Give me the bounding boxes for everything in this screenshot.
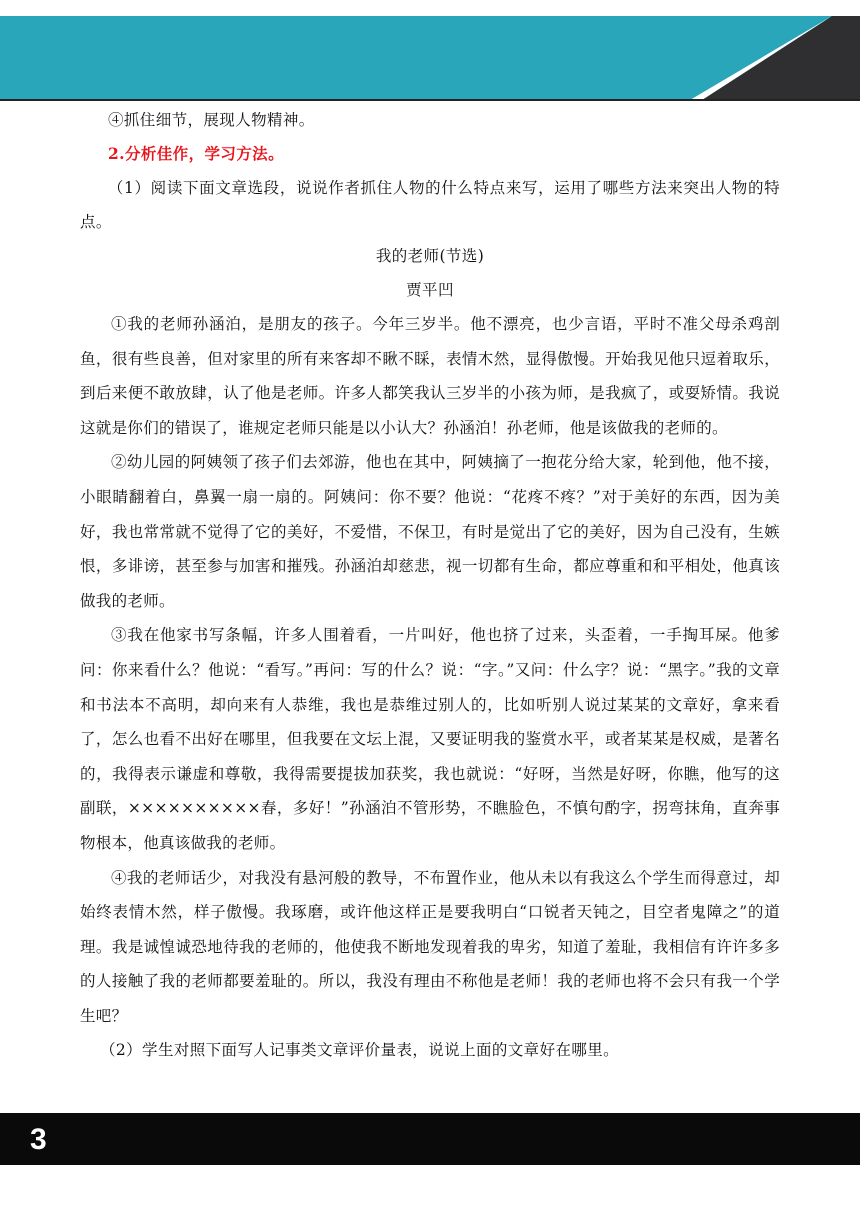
footer-band [0, 1113, 860, 1165]
tip-line-4: ④抓住细节，展现人物精神。 [108, 111, 315, 129]
section-heading: 2.分析佳作，学习方法。 [108, 144, 284, 163]
page-content [80, 101, 780, 1067]
article-paragraph-2: ②幼儿园的阿姨领了孩子们去郊游，他也在其中，阿姨摘了一抱花分给大家，轮到他，他不接，小眼睛翻着白，鼻翼一扇一扇的。阿姨问：你不要？他说：“花疼不疼？”对于美好的东西，因为美好，我也常常就不觉得了它的美好，不爱惜，不保卫，有时是觉出了它的美好，因为自己没有，生嫉恨，多诽谤，甚至参与加害和摧残。孙涵泊却慈悲，视一切都有生命，都应尊重和和平相处，他真该做我的老师。 [80, 453, 780, 610]
article-paragraph-3: ③我在他家书写条幅，许多人围着看，一片叫好，他也挤了过来，头歪着，一手掏耳屎。他爹问：你来看什么？他说：“看写。”再问：写的什么？说：“字。”又问：什么字？说：“黑字。”我的文章和书法本不高明，却向来有人恭维，我也是恭维过别人的，比如听别人说过某某的文章好，拿来看了，怎么也看不出好在哪里，但我要在文坛上混，又要证明我的鉴赏水平，或者某某是权威，是著名的，我得表示谦虚和尊敬，我得需要提拔加获奖，我也就说：“好呀，当然是好呀，你瞧，他写的这副联，××××××××××春，多好！”孙涵泊不管形势，不瞧脸色，不慎句酌字，拐弯抹角，直奔事物根本，他真该做我的老师。 [80, 626, 780, 852]
page-number: 3 [30, 1123, 47, 1156]
question-2: （2）学生对照下面写人记事类文章评价量表，说说上面的文章好在哪里。 [100, 1041, 620, 1060]
header-corner-shape [690, 16, 860, 100]
article-title: 我的老师(节选) [375, 247, 485, 265]
article-paragraph-4: ④我的老师话少，对我没有悬河般的教导，不布置作业，他从未以有我这么个学生而得意过，却始终表情木然，样子傲慢。我琢磨，或许他这样正是要我明白“口锐者天钝之，目空者鬼障之”的道理。我是诚惶诚恐地待我的老师的，他使我不断地发现着我的卑劣，知道了羞耻，我相信有许许多多的人接触了我的老师都要羞耻的。所以，我没有理由不称他是老师！我的老师也将不会只有我一个学生吧？ [80, 868, 780, 1025]
article-paragraph-1: ①我的老师孙涵泊，是朋友的孩子。今年三岁半。他不漂亮，也少言语，平时不准父母杀鸡剖鱼，很有些良善，但对家里的所有来客却不瞅不睬，表情木然，显得傲慢。开始我见他只逗着取乐，到后来便不敢放肆，认了他是老师。许多人都笑我认三岁半的小孩为师，是我疯了，或耍矫情。我说这就是你们的错误了，谁规定老师只能是以小认大？孙涵泊！孙老师，他是该做我的老师的。 [80, 315, 780, 437]
question-1: （1）阅读下面文章选段，说说作者抓住人物的什么特点来写，运用了哪些方法来突出人物的特点。 [80, 179, 780, 231]
article-author: 贾平凹 [406, 281, 454, 299]
